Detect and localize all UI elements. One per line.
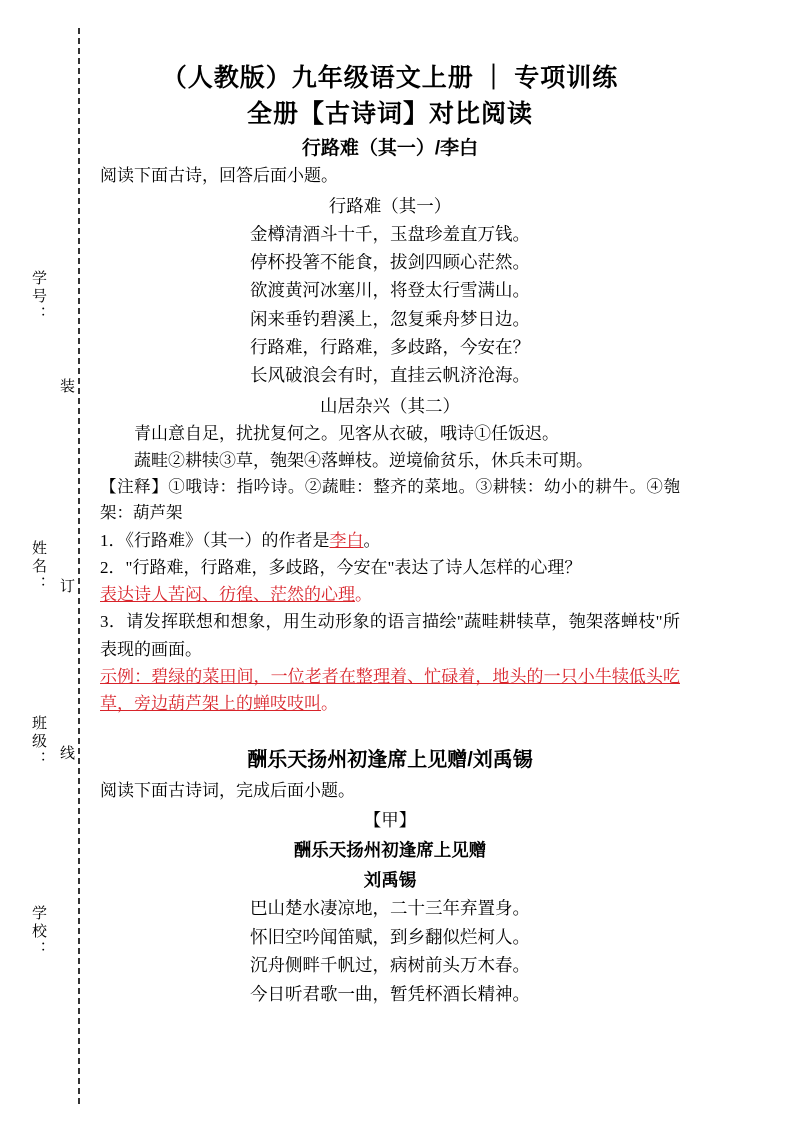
poem2-line: 蔬畦②耕犊③草，匏架④落蝉枝。逆境偷贫乐，休兵未可期。 <box>134 450 593 470</box>
question-1-tail: 。 <box>363 530 381 550</box>
page-title-line2: 全册【古诗词】对比阅读 <box>246 100 533 128</box>
poem3-line: 巴山楚水凄凉地，二十三年弃置身。 <box>250 898 530 919</box>
question-1 <box>100 527 680 554</box>
poem1-line: 闲来垂钓碧溪上，忽复乘舟梦日边。 <box>250 308 530 329</box>
poem3-title: 酬乐天扬州初逢席上见赠 <box>293 840 487 861</box>
page-title-line1: （人教版）九年级语文上册 ｜ 专项训练 <box>161 65 619 92</box>
question-3: 3．请发挥联想和想象，用生动形象的语言描绘"蔬畦耕犊草，匏架落蝉枝"所表现的画面。 <box>100 612 680 659</box>
poem1-line: 欲渡黄河冰塞川，将登太行雪满山。 <box>250 280 530 301</box>
section1-heading: 行路难（其一）/李白 <box>301 138 479 160</box>
answer-3-tail: 。 <box>321 693 338 713</box>
document-body <box>100 60 680 1008</box>
poem3-line: 今日听君歌一曲，暂凭杯酒长精神。 <box>250 983 530 1004</box>
section2-heading: 酬乐天扬州初逢席上见赠/刘禹锡 <box>247 749 533 772</box>
section1-lead: 阅读下面古诗，回答后面小题。 <box>100 166 338 186</box>
margin-field-name: 姓名： <box>30 540 46 594</box>
answer-3-text: 示例：碧绿的菜田间，一位老者在整理着、忙碌着，地头的一只小牛犊低头吃草，旁边葫芦架上的蝉吱吱叫 <box>100 666 680 713</box>
binding-word-zhuang: 装 <box>58 378 74 393</box>
poem3-line: 怀旧空吟闻笛赋，到乡翻似烂柯人。 <box>250 926 530 947</box>
binding-word-ding: 订 <box>58 578 74 593</box>
section2-bracket-jia: 【甲】 <box>363 810 417 831</box>
poem2-title: 山居杂兴（其二） <box>320 395 460 416</box>
answer-3 <box>100 663 680 717</box>
binding-dashed-line <box>78 28 80 1104</box>
question-2: 2．"行路难，行路难，多歧路，今安在"表达了诗人怎样的心理？ <box>100 558 582 577</box>
section2-lead-text: 阅读下面古诗词，完成后面小题 <box>100 781 338 801</box>
margin-field-class: 班级： <box>30 715 46 769</box>
section1-notes: 【注释】①哦诗：指吟诗。②蔬畦：整齐的菜地。③耕犊：幼小的耕牛。④匏架：葫芦架 <box>100 477 680 523</box>
left-margin-column <box>0 0 78 1132</box>
margin-field-school: 学校： <box>30 905 46 959</box>
poem1-line: 长风破浪会有时，直挂云帆济沧海。 <box>250 365 530 386</box>
binding-word-xian: 线 <box>58 745 74 760</box>
poem3-author: 刘禹锡 <box>363 870 417 891</box>
section2-lead-tail: 。 <box>338 781 355 801</box>
answer-2-text: 表达诗人苦闷、彷徨、茫然的心理 <box>100 585 355 605</box>
poem1-line: 停杯投箸不能食，拔剑四顾心茫然。 <box>250 251 530 272</box>
question-1-answer: 李白 <box>329 530 364 550</box>
poem3-line: 沉舟侧畔千帆过，病树前头万木春。 <box>250 955 530 976</box>
margin-field-student-id: 学号： <box>30 270 46 324</box>
poem1-title: 行路难（其一） <box>328 195 452 216</box>
poem1-line: 金樽清酒斗十千，玉盘珍羞直万钱。 <box>250 223 530 244</box>
section2-lead <box>100 778 680 804</box>
answer-2-tail: 。 <box>355 585 372 605</box>
poem2-line: 青山意自足，扰扰复何之。见客从衣破，哦诗①任饭迟。 <box>134 423 559 443</box>
answer-2 <box>100 581 680 608</box>
poem1-line: 行路难，行路难，多歧路，今安在？ <box>250 336 530 357</box>
question-1-text: 1．《行路难》（其一）的作者是 <box>100 530 330 550</box>
